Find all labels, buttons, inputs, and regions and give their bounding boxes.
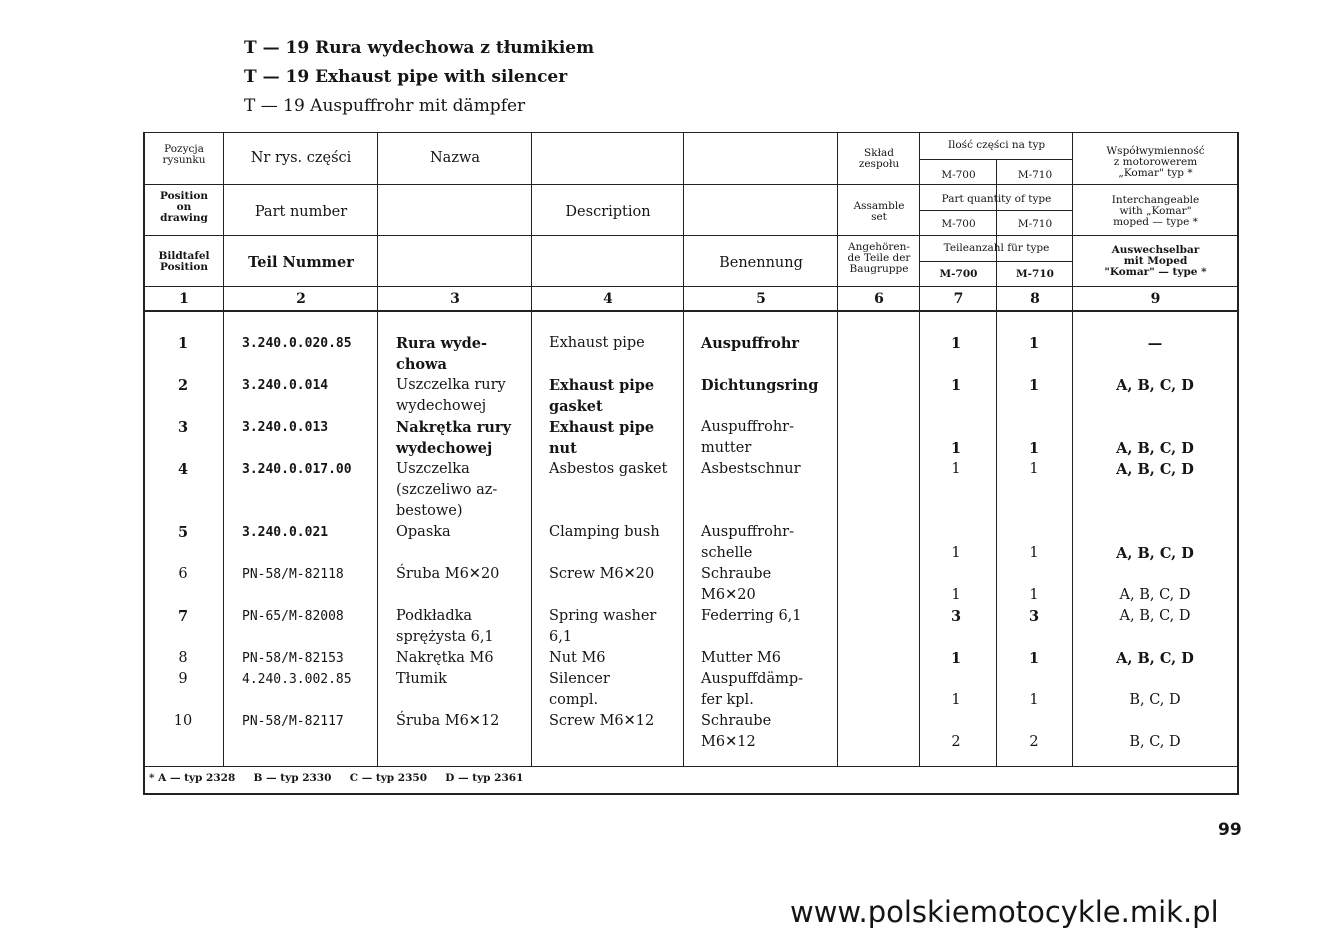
table-top-border xyxy=(143,132,1239,133)
title-english: T — 19 Exhaust pipe with silencer xyxy=(244,67,568,87)
column-number-3: 3 xyxy=(450,291,460,307)
row-5-name-de: Auspuffrohr- schelle xyxy=(701,524,795,561)
row-10-description-en: Screw M6✕12 xyxy=(549,713,655,729)
row-10-position: 10 xyxy=(173,713,193,729)
header-bottom-border xyxy=(143,286,1239,287)
row-9-name-pl: Tłumik xyxy=(396,671,447,687)
row-4-name-pl: Uszczelka (szczeliwo az- bestowe) xyxy=(396,461,498,519)
row-7-interchange: A, B, C, D xyxy=(1119,608,1191,624)
row-4-interchange: A, B, C, D xyxy=(1116,461,1194,478)
row-1-part-number: 3.240.0.020.85 xyxy=(242,336,352,351)
row-7-part-number: PN-65/M-82008 xyxy=(242,609,344,624)
row-3-position: 3 xyxy=(177,419,189,436)
row-5-description-en: Clamping bush xyxy=(549,524,660,540)
row-3-interchange: A, B, C, D xyxy=(1116,440,1194,457)
column-number-7: 7 xyxy=(953,291,964,307)
col-divider-4 xyxy=(683,132,684,766)
column-number-6: 6 xyxy=(874,291,884,307)
row-9-part-number: 4.240.3.002.85 xyxy=(242,672,352,687)
row-1-position: 1 xyxy=(177,335,189,352)
header-position-pl: Pozycja rysunku xyxy=(162,143,206,166)
row-9-interchange: B, C, D xyxy=(1129,692,1181,708)
col-divider-2 xyxy=(377,132,378,766)
column-number-1: 1 xyxy=(179,291,189,307)
row-7-position: 7 xyxy=(177,608,189,625)
row-1-qty-m700: 1 xyxy=(950,335,962,352)
column-number-5: 5 xyxy=(756,291,766,307)
column-number-9: 9 xyxy=(1150,291,1161,307)
row-3-description-en: Exhaust pipe nut xyxy=(549,419,655,457)
row-8-name-pl: Nakrętka M6 xyxy=(396,650,494,666)
header-assembly-en: Assamble set xyxy=(853,200,905,223)
col-divider-6 xyxy=(919,132,920,766)
row-1-name-de: Auspuffrohr xyxy=(701,335,800,352)
row-9-qty-m700: 1 xyxy=(951,692,961,708)
website-watermark: www.polskiemotocykle.mik.pl xyxy=(790,895,1219,929)
row-7-qty-m700: 3 xyxy=(950,608,962,625)
title-polish: T — 19 Rura wydechowa z tłumikiem xyxy=(244,38,595,58)
col-divider-8 xyxy=(1072,132,1073,766)
parts-table xyxy=(143,132,1239,795)
row-6-name-pl: Śruba M6✕20 xyxy=(396,566,500,582)
row-10-name-pl: Śruba M6✕12 xyxy=(396,713,500,729)
row-2-name-de: Dichtungsring xyxy=(701,377,819,394)
header-interchange-pl: Współwymienność z motorowerem „Komar" typ * xyxy=(1106,145,1205,179)
row-5-qty-m710: 1 xyxy=(1029,545,1039,561)
row-10-part-number: PN-58/M-82117 xyxy=(242,714,344,729)
row-6-qty-m710: 1 xyxy=(1029,587,1039,603)
table-left-border xyxy=(143,132,145,795)
row-7-name-de: Federring 6,1 xyxy=(701,608,802,624)
header-m700-2: M-700 xyxy=(941,218,976,230)
row-4-name-de: Asbestschnur xyxy=(701,461,801,477)
row-3-qty-m710: 1 xyxy=(1028,440,1040,457)
row-5-name-pl: Opaska xyxy=(396,524,451,540)
row-9-name-de: Auspuffdämp- fer kpl. xyxy=(701,671,804,708)
header-interchange-en: Interchangeable with „Komar" moped — type * xyxy=(1111,194,1200,228)
row-3-name-de: Auspuffrohr- mutter xyxy=(701,419,795,456)
row-3-name-pl: Nakrętka rury wydechowej xyxy=(396,419,511,457)
header-m710-1: M-710 xyxy=(1017,169,1053,181)
header-position-en: Position on drawing xyxy=(160,190,208,224)
header-description-en: Description xyxy=(565,204,651,220)
row-7-name-pl: Podkładka sprężysta 6,1 xyxy=(396,608,494,645)
row-8-part-number: PN-58/M-82153 xyxy=(242,651,344,666)
row-5-qty-m700: 1 xyxy=(951,545,961,561)
row-8-name-de: Mutter M6 xyxy=(701,650,782,666)
row-9-description-en: Silencer compl. xyxy=(549,671,610,708)
type-footnote: * A — typ 2328 B — typ 2330 C — typ 2350 D — typ 2361 xyxy=(149,772,524,784)
row-10-qty-m710: 2 xyxy=(1029,734,1039,750)
page-number: 99 xyxy=(1218,820,1242,840)
column-numbers-border xyxy=(143,310,1239,312)
row-10-name-de: Schraube M6✕12 xyxy=(701,713,772,750)
column-number-4: 4 xyxy=(603,291,613,307)
row-8-description-en: Nut M6 xyxy=(549,650,606,666)
row-10-interchange: B, C, D xyxy=(1129,734,1181,750)
row-8-qty-m710: 1 xyxy=(1028,650,1040,667)
header-name-de: Benennung xyxy=(719,255,803,271)
header-qty-pl: Ilość części na typ xyxy=(947,139,1046,151)
table-right-border xyxy=(1237,132,1239,795)
header-qty-en: Part quantity of type xyxy=(941,193,1052,205)
row-9-position: 9 xyxy=(178,671,188,687)
header-assembly-pl: Skład zespołu xyxy=(858,147,900,170)
row-3-qty-m700: 1 xyxy=(950,440,962,457)
row-8-position: 8 xyxy=(178,650,188,666)
row-2-description-en: Exhaust pipe gasket xyxy=(549,377,655,415)
row-7-description-en: Spring washer 6,1 xyxy=(549,608,657,645)
row-6-interchange: A, B, C, D xyxy=(1119,587,1191,603)
row-3-part-number: 3.240.0.013 xyxy=(242,420,329,435)
header-divider-1 xyxy=(143,184,1239,185)
header-m700-3: M-700 xyxy=(939,268,978,280)
col-divider-5 xyxy=(837,132,838,766)
row-4-qty-m710: 1 xyxy=(1029,461,1039,477)
row-6-position: 6 xyxy=(178,566,188,582)
row-6-qty-m700: 1 xyxy=(951,587,961,603)
row-2-qty-m700: 1 xyxy=(950,377,962,394)
row-9-qty-m710: 1 xyxy=(1029,692,1039,708)
row-6-part-number: PN-58/M-82118 xyxy=(242,567,344,582)
body-bottom-border xyxy=(143,766,1239,767)
row-8-interchange: A, B, C, D xyxy=(1116,650,1194,667)
header-name-pl: Nazwa xyxy=(429,150,481,166)
col-divider-1 xyxy=(223,132,224,766)
row-2-qty-m710: 1 xyxy=(1028,377,1040,394)
row-1-description-en: Exhaust pipe xyxy=(549,335,645,351)
row-2-interchange: A, B, C, D xyxy=(1116,377,1194,394)
header-position-de: Bildtafel Position xyxy=(158,250,210,273)
row-5-part-number: 3.240.0.021 xyxy=(242,525,329,540)
header-m710-3: M-710 xyxy=(1016,268,1054,280)
row-5-position: 5 xyxy=(177,524,189,541)
row-2-part-number: 3.240.0.014 xyxy=(242,378,329,393)
column-number-2: 2 xyxy=(296,291,306,307)
header-partno-pl: Nr rys. części xyxy=(250,150,352,166)
header-assembly-de: Angehören- de Teile der Baugruppe xyxy=(847,241,911,275)
column-number-8: 8 xyxy=(1030,291,1040,307)
row-4-position: 4 xyxy=(177,461,189,478)
row-1-name-pl: Rura wyde- chowa xyxy=(396,335,487,373)
row-4-description-en: Asbestos gasket xyxy=(549,461,668,477)
row-7-qty-m710: 3 xyxy=(1028,608,1040,625)
row-4-qty-m700: 1 xyxy=(951,461,961,477)
table-bottom-border xyxy=(143,793,1239,795)
col-divider-3 xyxy=(531,132,532,766)
header-partno-de: Teil Nummer xyxy=(248,254,354,271)
row-2-name-pl: Uszczelka rury wydechowej xyxy=(396,377,506,414)
title-german: T — 19 Auspuffrohr mit dämpfer xyxy=(244,96,526,116)
header-m710-2: M-710 xyxy=(1017,218,1053,230)
row-4-part-number: 3.240.0.017.00 xyxy=(242,462,352,477)
row-1-interchange: — xyxy=(1147,335,1163,352)
header-partno-en: Part number xyxy=(254,204,348,220)
row-1-qty-m710: 1 xyxy=(1028,335,1040,352)
row-6-name-de: Schraube M6✕20 xyxy=(701,566,772,603)
header-m700-1: M-700 xyxy=(941,169,976,181)
header-interchange-de: Auswechselbar mit Moped "Komar" — type * xyxy=(1104,244,1207,278)
header-qty-de: Teileanzahl für type xyxy=(943,242,1050,254)
row-6-description-en: Screw M6✕20 xyxy=(549,566,655,582)
row-10-qty-m700: 2 xyxy=(951,734,961,750)
row-5-interchange: A, B, C, D xyxy=(1116,545,1194,562)
row-8-qty-m700: 1 xyxy=(950,650,962,667)
header-divider-2 xyxy=(143,235,1239,236)
row-2-position: 2 xyxy=(177,377,189,394)
